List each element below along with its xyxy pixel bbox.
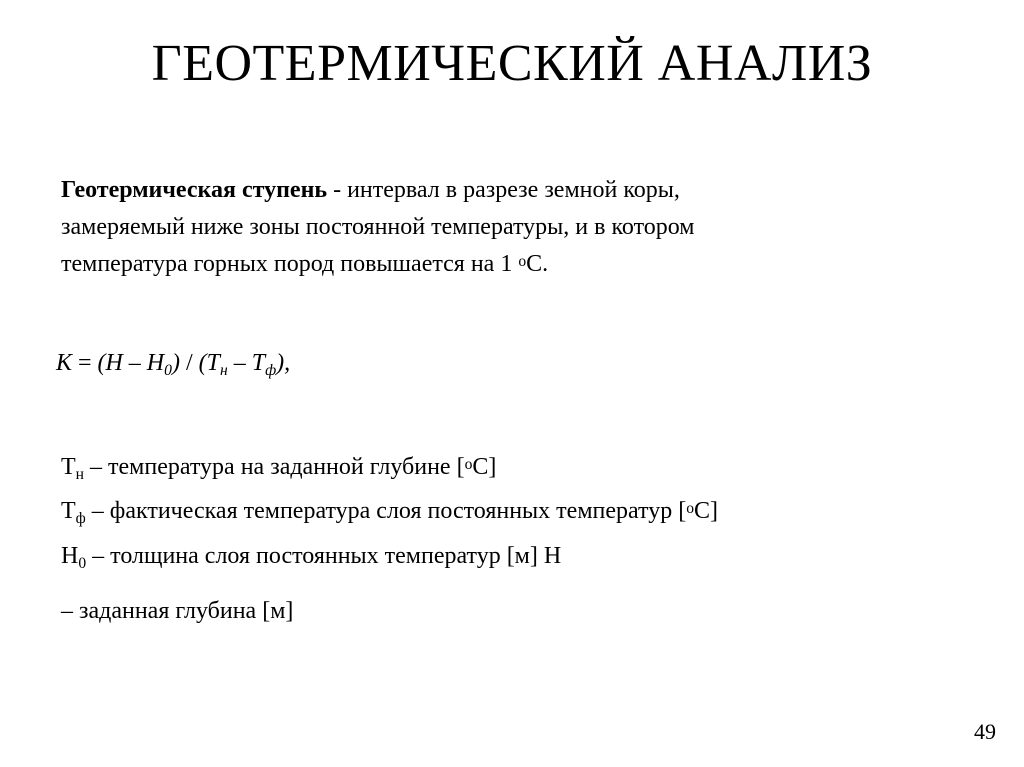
formula-divide: / [179, 350, 199, 376]
legend-unit: С] [694, 498, 718, 524]
slide-title: ГЕОТЕРМИЧЕСКИЙ АНАЛИЗ [151, 35, 873, 92]
legend-symbol: Т [61, 498, 76, 524]
legend-item-tn [61, 449, 496, 485]
formula-sub-0: 0 [164, 361, 172, 379]
formula-part-2: ) [171, 350, 180, 376]
degree-symbol: о [464, 455, 473, 473]
formula-equals: = [71, 350, 98, 376]
definition-line-3-unit: С. [526, 251, 549, 277]
legend-subscript: н [75, 465, 85, 483]
legend-text: – фактическая температура слоя постоянных температур [ [85, 498, 687, 524]
formula-lhs: К [56, 350, 72, 376]
formula-part-4: – Т [227, 350, 266, 376]
formula-part-3: (Т [198, 350, 220, 376]
definition-line-3-text: температура горных пород повышается на 1 [61, 251, 519, 277]
legend-text: – толщина слоя постоянных температур [м] Н [86, 543, 562, 569]
definition-line-1-text: - интервал в разрезе земной коры, [327, 177, 680, 203]
legend-text: – температура на заданной глубине [ [84, 454, 465, 480]
definition-line-3 [61, 246, 961, 283]
formula [56, 343, 290, 383]
legend-symbol: Н [61, 543, 79, 569]
degree-symbol: о [686, 499, 694, 517]
definition-paragraph [61, 172, 961, 283]
formula-part-5: ), [276, 350, 291, 376]
formula-sub-f: ф [265, 361, 277, 379]
legend-item-h0 [61, 538, 561, 574]
legend-subscript: ф [75, 509, 86, 527]
legend-text: – заданная глубина [м] [61, 598, 294, 624]
formula-sub-n: н [219, 361, 228, 379]
legend-unit: С] [472, 454, 497, 480]
page-number: 49 [974, 719, 996, 744]
degree-symbol: о [518, 252, 527, 270]
legend-symbol: Т [61, 454, 76, 480]
formula-part-1: (Н – Н [97, 350, 165, 376]
legend-subscript: 0 [78, 554, 87, 572]
definition-term: Геотермическая ступень [61, 177, 328, 203]
legend-item-h [61, 593, 293, 629]
definition-line-1 [61, 172, 961, 209]
definition-line-2: замеряемый ниже зоны постоянной температуры, и в котором [61, 214, 695, 240]
legend-item-tf [61, 493, 718, 529]
